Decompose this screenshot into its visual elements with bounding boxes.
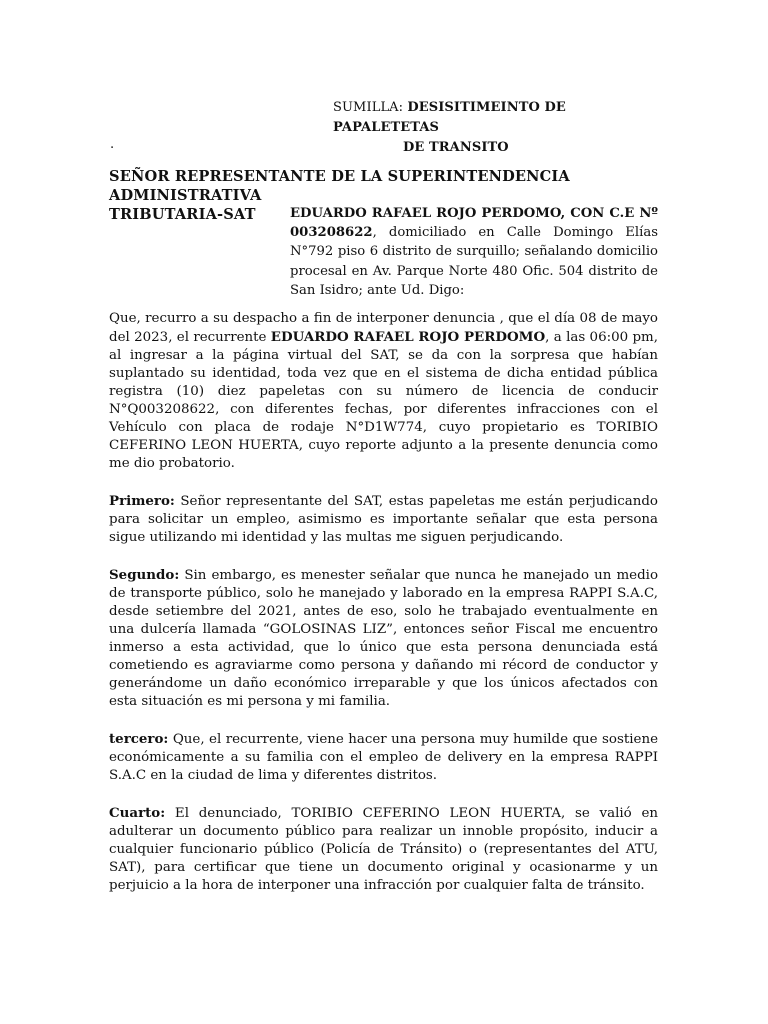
paragraph-primero [109, 492, 658, 547]
paragraph-tercero-label: tercero: [109, 731, 169, 747]
addressee-line2: TRIBUTARIA-SAT [109, 206, 256, 223]
paragraph-segundo [109, 566, 658, 711]
document-body [109, 310, 658, 914]
paragraph-cuarto-text: El denunciado, TORIBIO CEFERINO LEON HUERTA, se valió en adulterar un documento público para realizar un innoble propósito, inducir a cualquier funcionario público (Policía de Tránsito) o (representantes del ATU, SAT), para certificar que tiene un documento original y ocasionarme y un perjuicio a la hora de interponer una infracción por cualquier falta de tránsito. [109, 806, 658, 893]
paragraph-intro-text-1: Que, recurro a su despacho a fin de interponer denuncia , que el día 08 de mayo del 2023, el recurrente [109, 311, 658, 345]
paragraph-intro-name: EDUARDO RAFAEL ROJO PERDOMO [270, 329, 546, 345]
petitioner-name: EDUARDO RAFAEL ROJO PERDOMO, CON C.E Nº 003208622 [290, 206, 658, 241]
paragraph-primero-label: Primero: [109, 493, 175, 509]
paragraph-segundo-label: Segundo: [109, 567, 180, 583]
sumilla-label: SUMILLA: [333, 100, 408, 115]
sumilla-header [333, 98, 653, 158]
paragraph-tercero-text: Que, el recurrente, viene hacer una persona muy humilde que sostiene económicamente a su familia con el empleo de delivery en la empresa RAPPI S.A.C en la ciudad de lima y diferentes distritos. [109, 732, 658, 783]
separator-dot: . [110, 137, 115, 152]
sumilla-title-line2: DE TRANSITO [403, 140, 509, 155]
petitioner-identity-block [290, 204, 658, 300]
petitioner-address: , domiciliado en Calle Domingo Elías N°792 piso 6 distrito de surquillo; señalando domicilio procesal en Av. Parque Norte 480 Ofic. 504 distrito de San Isidro; ante Ud. Digo: [290, 225, 658, 298]
paragraph-primero-text: Señor representante del SAT, estas papeletas me están perjudicando para solicitar un empleo, asimismo es importante señalar que esta persona sigue utilizando mi identidad y las multas me siguen perjudicando. [109, 494, 658, 545]
sumilla-title-line1: DESISITIMEINTO DE PAPALETETAS [333, 100, 566, 135]
paragraph-intro-text-2: , a las 06:00 pm, al ingresar a la página virtual del SAT, se da con la sorpresa que habían suplantado su identidad, toda vez que en el sistema de dicha entidad pública registra (10) diez papeletas con su número de licencia de conducir N°Q003208622, con diferentes fechas, por diferentes infracciones con el Vehículo con placa de rodaje N°D1W774, cuyo propietario es TORIBIO CEFERINO LEON HUERTA, cuyo reporte adjunto a la presente denuncia como me dio probatorio. [109, 330, 659, 471]
paragraph-cuarto [109, 804, 658, 895]
paragraph-cuarto-label: Cuarto: [109, 805, 166, 821]
paragraph-segundo-text: Sin embargo, es menester señalar que nunca he manejado un medio de transporte público, solo he manejado y laborado en la empresa RAPPI S.A.C, desde setiembre del 2021, antes de eso, solo he trabajado eventualmente en una dulcería llamada “GOLOSINAS LIZ”, entonces señor Fiscal me encuentro inmerso a esta actividad, que lo único que esta persona denunciada está cometiendo es agraviarme como persona y dañando mi récord de conductor y generándome un daño económico irreparable y que los únicos afectados con esta situación es mi persona y mi familia. [109, 568, 658, 709]
paragraph-tercero [109, 730, 658, 785]
addressee-line1: SEÑOR REPRESENTANTE DE LA SUPERINTENDENCIA ADMINISTRATIVA [109, 168, 570, 204]
paragraph-intro [109, 310, 658, 473]
